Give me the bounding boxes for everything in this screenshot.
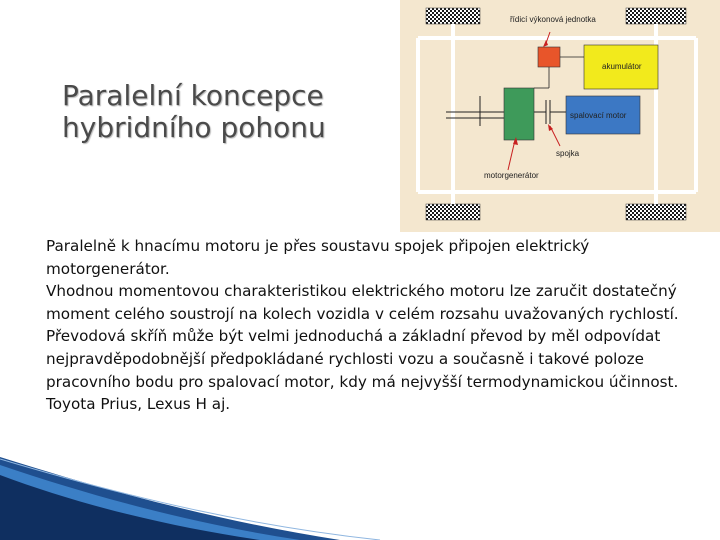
slide-title-line-1: Paralelní koncepce [62, 79, 324, 112]
diagram-canvas [400, 0, 720, 232]
wheel-top-right [626, 8, 686, 24]
body-text [46, 235, 686, 416]
label-clutch: spojka [556, 149, 580, 158]
wheel-top-left [426, 8, 480, 24]
wheel-bottom-left [426, 204, 480, 220]
paragraph-3: Převodová skříň může být velmi jednoduchá a základní převod by měl odpovídat nejpravděpodobnější předpokládané rychlosti vozu a současně i takové poloze pracovního bodu pro spalovací motor, kdy má nejvyšší termodynamickou účinnost. [46, 327, 679, 391]
motor-generator-box [504, 88, 534, 140]
paragraph-2: Vhodnou momentovou charakteristikou elektrického motoru lze zaručit dostatečný moment celého soustrojí na kolech vozidla v celém rozsahu uvažovaných rychlostí. [46, 282, 679, 323]
wheel-bottom-right [626, 204, 686, 220]
label-motor-generator: motorgenerátor [484, 171, 539, 180]
slide-title-line-2: hybridního pohonu [62, 111, 326, 144]
label-engine: spalovací motor [570, 111, 627, 120]
hybrid-drive-diagram [400, 0, 720, 232]
paragraph-4: Toyota Prius, Lexus H aj. [46, 395, 231, 414]
label-battery: akumulátor [602, 62, 642, 71]
decorative-swoosh [0, 455, 720, 540]
paragraph-1: Paralelně k hnacímu motoru je přes soustavu spojek připojen elektrický motorgenerátor. [46, 237, 590, 278]
slide-title [62, 80, 382, 144]
control-unit-box [538, 47, 560, 67]
label-control-unit: řídicí výkonová jednotka [510, 15, 596, 24]
